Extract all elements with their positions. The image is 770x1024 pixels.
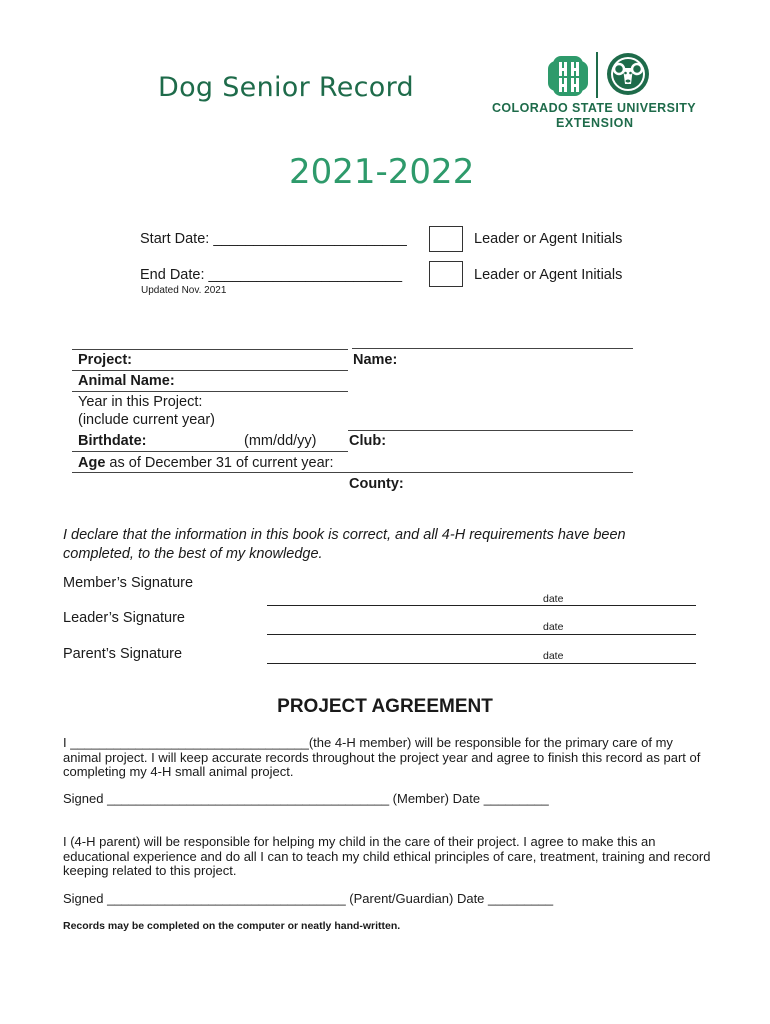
csu-ram-seal-icon (606, 52, 650, 96)
org-name: COLORADO STATE UNIVERSITY (492, 101, 696, 115)
4h-clover-icon (544, 52, 592, 100)
member-signed-line: Signed _______________________________________ (Member) Date _________ (63, 791, 549, 806)
leader-signature-label: Leader’s Signature (63, 610, 185, 626)
parent-signature-line[interactable] (267, 663, 696, 664)
parent-signed-line: Signed _________________________________ (Parent/Guardian) Date _________ (63, 891, 554, 906)
program-year: 2021-2022 (289, 152, 475, 192)
county-label: County: (349, 476, 404, 492)
year-in-project-label: Year in this Project: (78, 394, 203, 410)
parent-agreement-text: I (4-H parent) will be responsible for helping my child in the care of their project. I agree to make this an educational experience and do all I can to teach my child ethical principles of care, treatment, training and record keeping related to this project. (63, 834, 711, 878)
completion-note: Records may be completed on the computer or neatly hand-written. (63, 920, 401, 932)
member-signature-label: Member’s Signature (63, 575, 194, 591)
rule-top-right (352, 348, 633, 349)
leader-signature-line[interactable] (267, 634, 696, 635)
end-initials-label: Leader or Agent Initials (474, 267, 623, 283)
document-title: Dog Senior Record (158, 72, 414, 103)
animal-name-label: Animal Name: (78, 373, 175, 389)
club-label: Club: (349, 433, 387, 449)
birthdate-label: Birthdate: (78, 433, 147, 449)
project-label: Project: (78, 352, 132, 368)
updated-note: Updated Nov. 2021 (141, 285, 227, 296)
member-agreement-text: I _________________________________(the 4-H member) will be responsible for the primary care of my animal project. I will keep accurate records throughout the project year and agree to finish this record as part of completing my 4-H small animal project. (63, 735, 701, 779)
agreement-heading: PROJECT AGREEMENT (277, 696, 493, 717)
start-date-label: Start Date: ________________________ (140, 231, 407, 247)
rule-project (72, 370, 348, 371)
rule-birthdate (72, 451, 348, 452)
declaration-text: I declare that the information in this book is correct, and all 4-H requirements have been completed, to the best of my knowledge. (63, 527, 626, 562)
parent-signature-label: Parent’s Signature (63, 646, 183, 662)
logo-divider (596, 52, 598, 98)
rule-name (348, 430, 633, 431)
age-label-bold: Age (78, 455, 106, 471)
rule-animal (72, 391, 348, 392)
csu-extension-logo (492, 50, 707, 132)
parent-date-label: date (543, 650, 564, 662)
member-signature-line[interactable] (267, 605, 696, 606)
age-label (78, 454, 333, 472)
end-initials-box[interactable] (429, 261, 463, 287)
member-info-block (72, 348, 636, 493)
end-date-label: End Date: ________________________ (140, 267, 403, 283)
org-subtitle: EXTENSION (556, 116, 634, 130)
name-label: Name: (353, 352, 398, 368)
leader-date-label: date (543, 621, 564, 633)
age-label-rest: as of December 31 of current year: (105, 455, 334, 471)
rule-top-left (72, 349, 348, 350)
year-in-project-note: (include current year) (78, 412, 215, 428)
start-initials-label: Leader or Agent Initials (474, 231, 623, 247)
rule-age (72, 472, 633, 473)
birthdate-format: (mm/dd/yy) (244, 433, 317, 449)
member-date-label: date (543, 593, 564, 605)
start-initials-box[interactable] (429, 226, 463, 252)
